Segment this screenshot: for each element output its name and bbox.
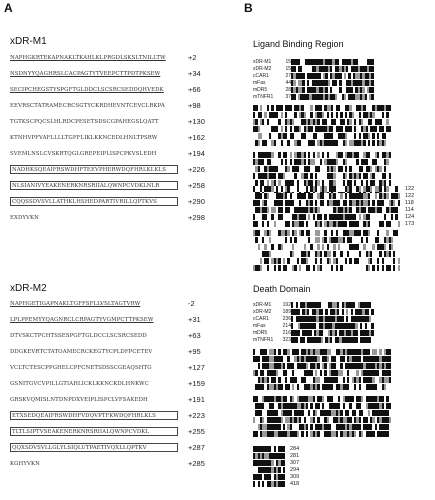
death-start-position: 214 xyxy=(282,323,291,329)
m1-line-position: +298 xyxy=(188,213,205,222)
m1-line-sequence: KTNHVPFVAFLLLLTGFFLIKLKKNCEDLHNLTPSRW xyxy=(10,135,158,141)
ligand-species-row xyxy=(253,80,291,87)
ligand-species-name: cCAR1 xyxy=(253,73,269,79)
death-species-name: xDR-M2 xyxy=(253,309,272,315)
m1-line-position: +2 xyxy=(188,53,197,62)
death-start-position: 323 xyxy=(282,337,291,343)
m1-line-position: +162 xyxy=(188,133,205,142)
death-start-position: 216 xyxy=(282,330,291,336)
death-end-number: 309 xyxy=(290,474,300,480)
ligand-start-position: 27 xyxy=(285,73,291,79)
ligand-start-position: 15 xyxy=(285,59,291,65)
death-end-number: 284 xyxy=(290,446,300,452)
panel-a-label: A xyxy=(4,1,13,15)
ligand-alignment-block-5 xyxy=(253,230,400,272)
m2-line-sequence: VCLTCTESCPPGHELCPFCNETSDSSCGEAQSHTG xyxy=(10,365,152,371)
ligand-end-number: 114 xyxy=(405,207,414,213)
death-end-numbers xyxy=(290,446,299,488)
ligand-species-row xyxy=(253,94,291,101)
ligand-species-name: mTNFR1 xyxy=(253,94,274,100)
m2-line-sequence: DDGKEVRTCTATOAMECRCKEGTYCPLDFPCETEV xyxy=(10,349,153,355)
m2-line-sequence: NAPHGETIGAPNAKLTGFFSFLLVSLTAGTVRW xyxy=(10,301,141,307)
m1-line-sequence: CQQSSDVSVLLATHKLHSHEDPARTIVRILLQPTKVS xyxy=(10,197,178,206)
m2-line-sequence: QQXSDVSVLLGLYLSIQLUTPAETIVQXLLQPTKV xyxy=(10,443,178,452)
ligand-end-numbers xyxy=(405,186,414,228)
ligand-end-number: 124 xyxy=(405,214,415,220)
m2-line-sequence: GRSKVQMISLNTDNPDXVEIPLISPCLVFSAKEDH xyxy=(10,397,148,403)
death-species-row xyxy=(253,309,291,316)
death-end-number: 294 xyxy=(290,467,300,473)
ligand-end-number: 122 xyxy=(405,193,415,199)
m2-title: xDR-M2 xyxy=(10,283,47,294)
death-alignment-block-4 xyxy=(253,446,285,488)
panel-b-label: B xyxy=(244,1,253,15)
ligand-species-name: xDR-M1 xyxy=(253,59,272,65)
death-end-number: 418 xyxy=(290,481,300,487)
m1-line-sequence: NADHKSQEAIFRSWDHFTEEVPHERWDQFHRLKLKLS xyxy=(10,165,178,174)
death-alignment-block-1 xyxy=(291,302,374,344)
ligand-title: Ligand Binding Region xyxy=(253,39,344,49)
death-species-name: mTNFR1 xyxy=(253,337,274,343)
death-species-row xyxy=(253,337,291,344)
m1-line-position: +66 xyxy=(188,85,201,94)
death-species-row xyxy=(253,316,291,323)
death-species-name: xDR-M1 xyxy=(253,302,272,308)
m1-line-sequence: SVEMLNSLCVSKRTQGLGREPEIPLISPCPKVSLEDH xyxy=(10,151,157,157)
ligand-end-number: 118 xyxy=(405,200,414,206)
m1-sequence xyxy=(10,53,235,253)
m2-line-sequence: GSNITGVCVPILLGTIAHLICKLKKNCKDLHNKWC xyxy=(10,381,149,387)
death-species-row xyxy=(253,330,291,337)
m2-line-sequence: DTVSKCTPCHTSSESPGFTGLDCCLSCSRCSEDD xyxy=(10,333,147,339)
m2-line-position: +127 xyxy=(188,363,205,372)
ligand-species-row xyxy=(253,59,291,66)
m1-line-position: +130 xyxy=(188,117,205,126)
ligand-start-position: 28 xyxy=(285,87,291,93)
m1-line-sequence: EEVRSCTATRAMECRCSGTYCKRDHEVNTCEVCLRKPA xyxy=(10,103,165,109)
m2-line-sequence: LPLPPEMYYQAGNRCLCRPAGTYVGMPCTTPKSEW xyxy=(10,317,154,323)
m2-line-position: +31 xyxy=(188,315,201,324)
m1-line-position: +258 xyxy=(188,181,205,190)
m1-line-sequence: NAPHGKRTEKAPNAKLTKAHLKLPRGDLSKSLTNILLTW xyxy=(10,55,166,61)
m1-line-position: +226 xyxy=(188,165,205,174)
m1-line-sequence: NSDNYYQAGHRSLCACPAGTYTVEEPCTTPDTPKSEW xyxy=(10,71,161,77)
ligand-species-name: mDR5 xyxy=(253,87,268,93)
death-start-position: 189 xyxy=(282,309,291,315)
m2-line-sequence: KGHYVKN xyxy=(10,461,40,467)
death-start-position: 192 xyxy=(282,302,291,308)
m2-line-position: +159 xyxy=(188,379,205,388)
m2-sequence xyxy=(10,299,235,499)
m2-line-position: +191 xyxy=(188,395,205,404)
death-end-number: 307 xyxy=(290,460,300,466)
ligand-end-number: 173 xyxy=(405,221,415,227)
ligand-alignment-block-1 xyxy=(291,59,374,101)
m2-line-position: +63 xyxy=(188,331,201,340)
ligand-species-name: mFas xyxy=(253,80,266,86)
death-alignment-block-3 xyxy=(253,396,391,438)
ligand-species-row xyxy=(253,87,291,94)
m2-line-position: +285 xyxy=(188,459,205,468)
m1-line-position: +34 xyxy=(188,69,201,78)
ligand-species-list xyxy=(253,59,291,101)
m1-line-sequence: EXDYVKN xyxy=(10,215,39,221)
ligand-start-position: 37 xyxy=(285,94,291,100)
death-species-row xyxy=(253,323,291,330)
m2-line-position: -2 xyxy=(188,299,195,308)
m2-line-position: +255 xyxy=(188,427,205,436)
m1-line-sequence: TGTKSCPQCSLHLRDCPESETSDSCGPAHEGSLQATT xyxy=(10,119,159,125)
m1-line-sequence: NLSIANIVYEAKENERKNRSRIIALQWNPCVDKLNLR xyxy=(10,181,178,190)
death-species-name: mFas xyxy=(253,323,266,329)
m1-line-position: +194 xyxy=(188,149,205,158)
ligand-end-number: 122 xyxy=(405,186,415,192)
m2-line-sequence: ETXSEDQEAIFRSWDHFVDQVPTFKWDQFHRLKLS xyxy=(10,411,178,420)
m2-line-sequence: TLTLSIPTVSEAKENERKNRSRIIALQWNPCVDKL xyxy=(10,427,178,436)
m2-line-position: +95 xyxy=(188,347,201,356)
death-start-position: 236 xyxy=(282,316,291,322)
death-species-name: mDR5 xyxy=(253,330,268,336)
m1-line-position: +290 xyxy=(188,197,205,206)
death-end-number: 281 xyxy=(290,453,300,459)
death-alignment-block-2 xyxy=(253,349,391,391)
m2-line-position: +287 xyxy=(188,443,205,452)
m1-line-sequence: SECIPCHEGSTYSPGFTGLDDCLSCSRCSEDDQHVEDK xyxy=(10,87,164,93)
ligand-alignment-block-4 xyxy=(253,186,400,228)
m1-line-position: +98 xyxy=(188,101,201,110)
death-species-list xyxy=(253,302,291,344)
death-title: Death Domain xyxy=(253,284,311,294)
ligand-species-name: xDR-M2 xyxy=(253,66,272,72)
ligand-alignment-block-2 xyxy=(253,105,391,147)
ligand-start-position: 44 xyxy=(285,80,291,86)
death-species-name: cCAR1 xyxy=(253,316,269,322)
ligand-start-position: 15 xyxy=(285,66,291,72)
death-species-row xyxy=(253,302,291,309)
ligand-species-row xyxy=(253,73,291,80)
m1-title: xDR-M1 xyxy=(10,36,47,47)
ligand-species-row xyxy=(253,66,291,73)
m2-line-position: +223 xyxy=(188,411,205,420)
